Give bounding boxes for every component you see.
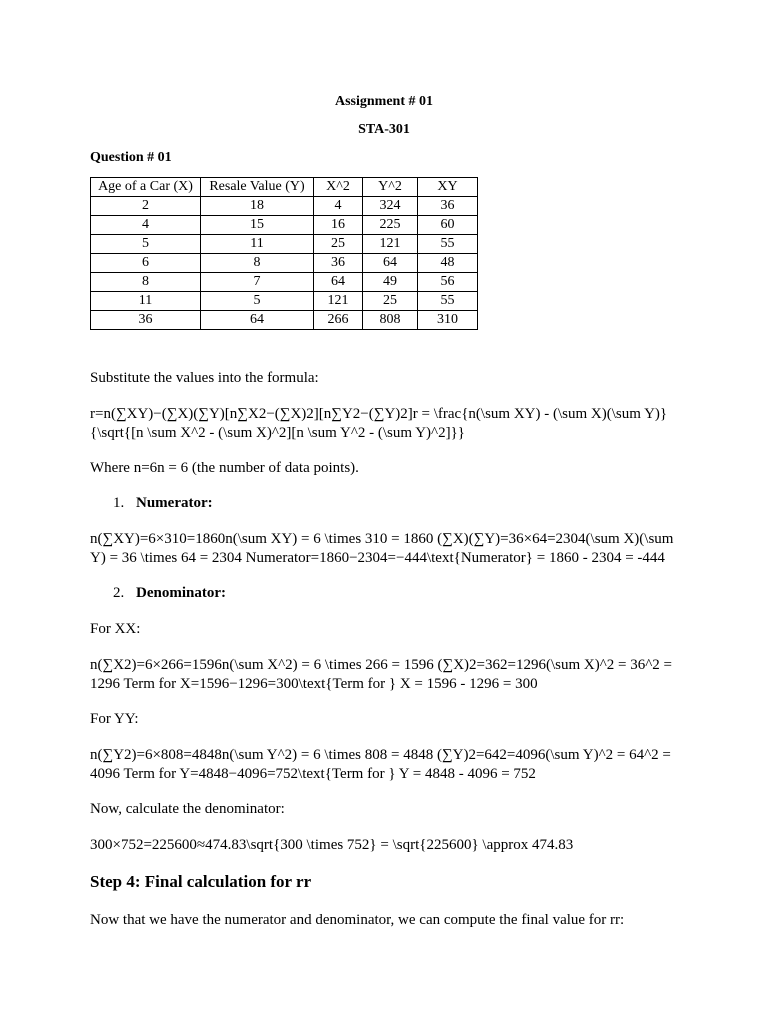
table-row [91,216,478,235]
paragraph-for-xx: For XX: [90,621,141,637]
table-cell: 11 [91,292,201,311]
numerator-heading: Numerator: [136,495,213,511]
table-cell: 36 [314,254,363,273]
list-number: 2. [113,585,125,601]
paragraph-final: Now that we have the numerator and denominator, we can compute the final value for rr: [90,912,625,928]
sqrt-line: 300×752=225600≈474.83\sqrt{300 \times 752} = \sqrt{225600} \approx 474.83 [90,837,574,853]
paragraph-for-yy: For YY: [90,711,139,727]
table-cell: 2 [91,197,201,216]
table-cell: 64 [314,273,363,292]
question-heading: Question # 01 [90,150,172,165]
numerator-line-2: Y) = 36 \times 64 = 2304 Numerator=1860−2304=−444\text{Numerator} = 1860 - 2304 = -444 [90,550,665,566]
table-cell: 5 [91,235,201,254]
list-number: 1. [113,495,125,511]
formula-line-2: {\sqrt{[n \sum X^2 - (\sum X)^2][n \sum Y^2 - (\sum Y)^2]}} [90,425,465,441]
table-cell: 55 [418,292,478,311]
table-row [91,273,478,292]
table-cell: 64 [363,254,418,273]
yy-line-2: 4096 Term for Y=4848−4096=752\text{Term for } Y = 4848 - 4096 = 752 [90,766,536,782]
table-cell: 324 [363,197,418,216]
table-cell: 5 [201,292,314,311]
yy-line-1: n(∑Y2)=6×808=4848n(\sum Y^2) = 6 \times 808 = 4848 (∑Y)2=642=4096(\sum Y)^2 = 64^2 = [90,747,671,763]
formula-line-1: r=n(∑XY)−(∑X)(∑Y)[n∑X2−(∑X)2][n∑Y2−(∑Y)2]r = \frac{n(\sum XY) - (\sum X)(\sum Y)} [90,406,668,422]
table-cell: 808 [363,311,418,330]
table-cell: 60 [418,216,478,235]
table-cell: 4 [91,216,201,235]
table-row [91,235,478,254]
table-header-row [91,178,478,197]
table-cell: 56 [418,273,478,292]
numerator-line-1: n(∑XY)=6×310=1860n(\sum XY) = 6 \times 310 = 1860 (∑X)(∑Y)=36×64=2304(\sum X)(\sum [90,531,674,547]
table-cell: 8 [91,273,201,292]
table-row [91,254,478,273]
table-cell: 11 [201,235,314,254]
paragraph-now: Now, calculate the denominator: [90,801,285,817]
table-header: X^2 [314,178,363,197]
table-cell: 4 [314,197,363,216]
table-row [91,311,478,330]
table-cell: 64 [201,311,314,330]
table-cell: 48 [418,254,478,273]
table-cell: 8 [201,254,314,273]
paragraph-substitute: Substitute the values into the formula: [90,370,319,386]
table-cell: 266 [314,311,363,330]
table-cell: 7 [201,273,314,292]
step-4-heading: Step 4: Final calculation for rr [90,872,312,891]
document-title: Assignment # 01 [334,94,433,109]
table-cell: 6 [91,254,201,273]
table-row [91,197,478,216]
table-cell: 225 [363,216,418,235]
denominator-heading: Denominator: [136,585,226,601]
data-table [90,177,478,330]
table-cell: 36 [418,197,478,216]
table-header: XY [418,178,478,197]
table-cell: 121 [314,292,363,311]
table-cell: 15 [201,216,314,235]
xx-line-2: 1296 Term for X=1596−1296=300\text{Term for } X = 1596 - 1296 = 300 [90,676,538,692]
table-cell: 25 [314,235,363,254]
table-cell: 18 [201,197,314,216]
table-cell: 310 [418,311,478,330]
table-row [91,292,478,311]
table-cell: 121 [363,235,418,254]
table-cell: 16 [314,216,363,235]
table-header: Y^2 [363,178,418,197]
course-code: STA-301 [358,122,410,137]
paragraph-where: Where n=6n = 6 (the number of data points). [90,460,359,476]
xx-line-1: n(∑X2)=6×266=1596n(\sum X^2) = 6 \times 266 = 1596 (∑X)2=362=1296(\sum X)^2 = 36^2 = [90,657,672,673]
table-cell: 49 [363,273,418,292]
table-header: Age of a Car (X) [91,178,201,197]
table-cell: 55 [418,235,478,254]
table-header: Resale Value (Y) [201,178,314,197]
table-cell: 36 [91,311,201,330]
table-cell: 25 [363,292,418,311]
